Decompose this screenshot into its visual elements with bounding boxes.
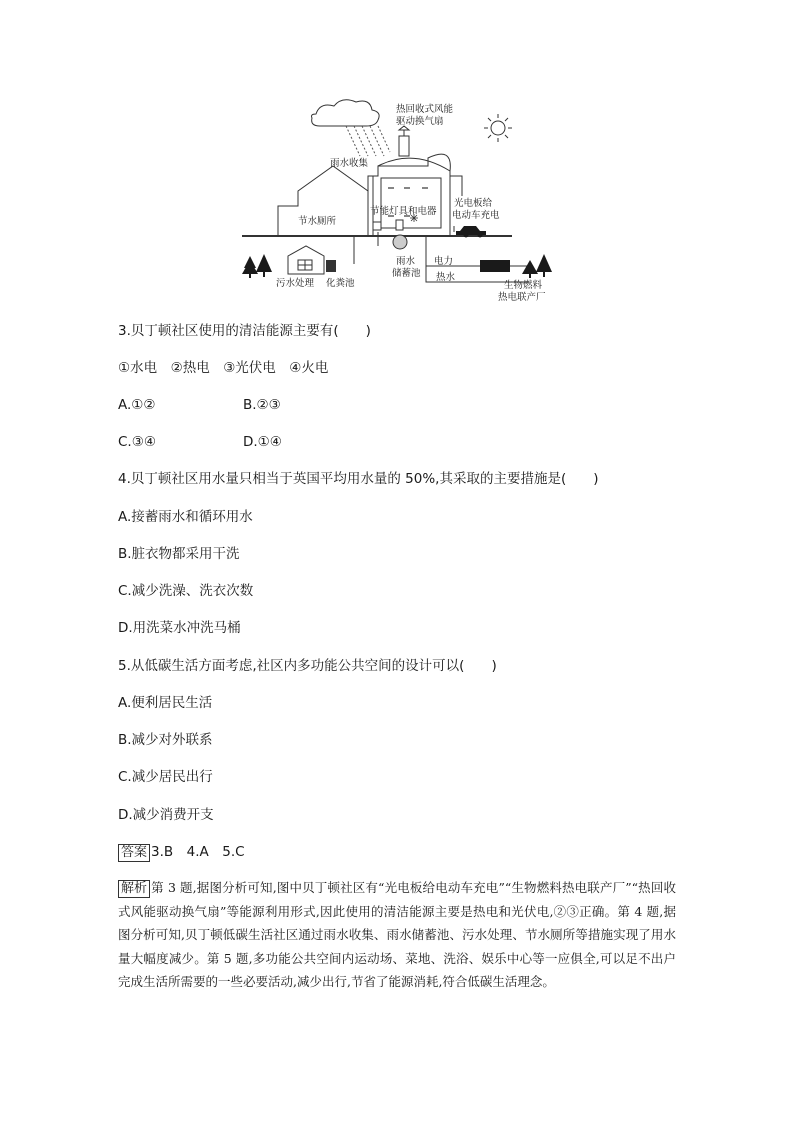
q4-option-a[interactable]: A.接蓄雨水和循环用水 <box>118 509 253 525</box>
q3-items: ①水电 ②热电 ③光伏电 ④火电 <box>118 360 329 376</box>
analysis-block <box>118 876 676 994</box>
label-lamps: 节能灯具和电器 <box>370 206 437 217</box>
q4-option-b[interactable]: B.脏衣物都采用干洗 <box>118 546 240 562</box>
analysis-tag: 解析 <box>118 880 150 898</box>
label-fan-1: 热回收式风能 <box>396 104 454 115</box>
q3-option-c[interactable]: C.③④ <box>118 434 156 450</box>
answer-line <box>118 843 245 862</box>
label-pv-2: 电动车充电 <box>452 210 500 221</box>
q4-option-d[interactable]: D.用洗菜水冲洗马桶 <box>118 620 241 636</box>
toilet-box <box>373 222 381 230</box>
label-rain-collect: 雨水收集 <box>330 158 369 169</box>
q3-option-b[interactable]: B.②③ <box>243 397 281 413</box>
q5-option-d[interactable]: D.减少消费开支 <box>118 807 214 823</box>
label-toilet: 节水厕所 <box>298 216 337 227</box>
q3-stem: 3.贝丁顿社区使用的清洁能源主要有( ) <box>118 323 371 339</box>
q3-option-a[interactable]: A.①② <box>118 397 156 413</box>
q5-stem: 5.从低碳生活方面考虑,社区内多功能公共空间的设计可以( ) <box>118 658 497 674</box>
label-hot-water: 热水 <box>436 272 456 283</box>
q5-option-b[interactable]: B.减少对外联系 <box>118 732 213 748</box>
label-power: 电力 <box>434 256 454 267</box>
label-tank-2: 储蓄池 <box>392 268 421 279</box>
q3-option-d[interactable]: D.①④ <box>243 434 282 450</box>
label-fan-2: 驱动换气扇 <box>396 116 444 127</box>
community-diagram <box>228 96 568 308</box>
chp-plant-icon <box>480 260 510 272</box>
label-pv-1: 光电板给 <box>454 198 493 209</box>
label-sewage: 污水处理 <box>276 278 315 289</box>
q4-option-c[interactable]: C.减少洗澡、洗衣次数 <box>118 583 254 599</box>
sun-icon <box>484 114 512 142</box>
q5-option-a[interactable]: A.便利居民生活 <box>118 695 213 711</box>
sewage-house-icon <box>288 246 324 274</box>
fan-chimney-icon <box>399 126 409 156</box>
answer-tag: 答案 <box>118 844 150 862</box>
rain-icon <box>346 126 390 156</box>
label-chp-2: 热电联产厂 <box>498 292 546 303</box>
q5-option-c[interactable]: C.减少居民出行 <box>118 769 213 785</box>
rain-tank-icon <box>393 235 407 249</box>
answer-text: 3.B 4.A 5.C <box>151 844 245 860</box>
appliance-box <box>396 220 403 230</box>
label-chp-1: 生物燃料 <box>504 280 543 291</box>
septic-tank-icon <box>326 260 336 272</box>
cloud-icon <box>312 100 380 126</box>
analysis-text: 第 3 题,据图分析可知,图中贝丁顿社区有“光电板给电动车充电”“生物燃料热电联产厂”“热回收式风能驱动换气扇”等能源利用形式,因此使用的清洁能源主要是热电和光伏电,②③正确。第 4 题,据图分析可知,贝丁顿低碳生活社区通过雨水收集、雨水储蓄池、污水处理、节水厕所等措施实现了用水量大幅度减少。第 5 题,多功能公共空间内运动场、菜地、洗浴、娱乐中心等一应俱全,可以足不出户完成生活所需要的一些必要活动,减少出行,节省了能源消耗,符合低碳生活理念。 <box>118 880 676 989</box>
q4-stem: 4.贝丁顿社区用水量只相当于英国平均用水量的 50%,其采取的主要措施是( ) <box>118 471 599 487</box>
label-tank-1: 雨水 <box>396 256 416 267</box>
diagram-svg <box>228 96 568 308</box>
label-septic: 化粪池 <box>326 278 355 289</box>
